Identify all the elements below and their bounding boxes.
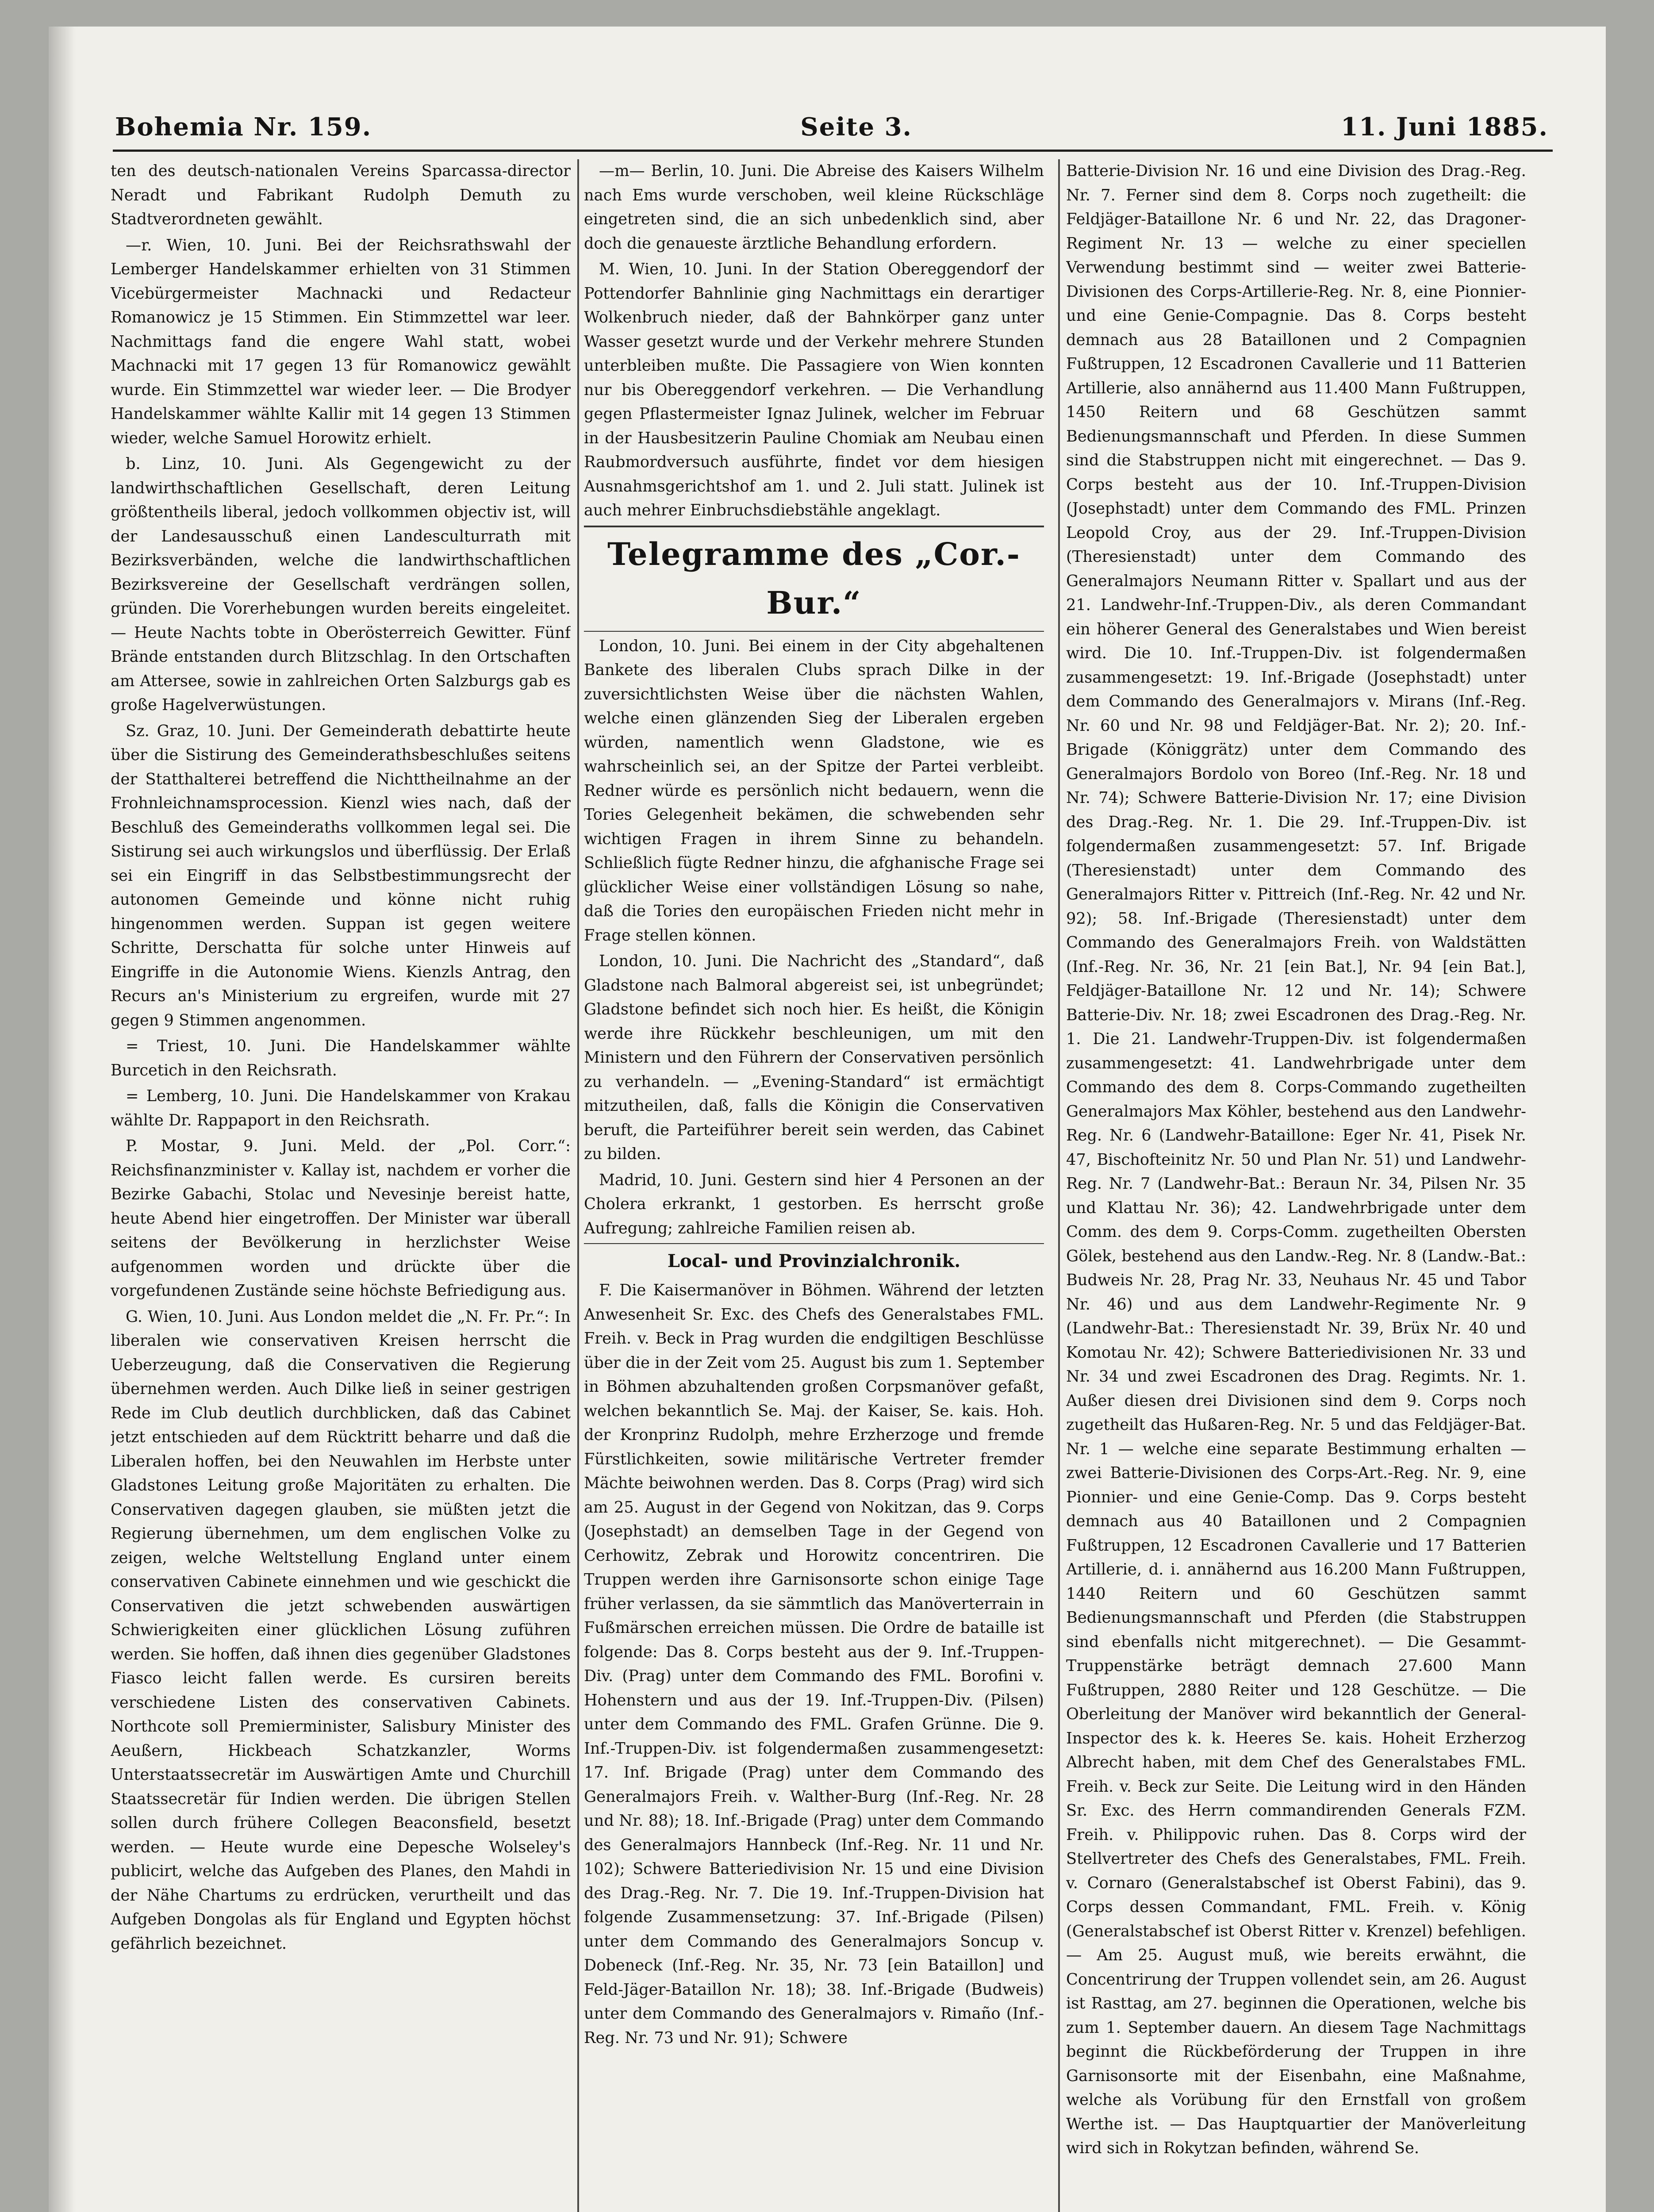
article-paragraph: ten des deutsch-nationalen Vereins Sparcassa-director Neradt und Fabrikant Rudolph Demuth zu Stadtverordneten gewählt.: [111, 162, 571, 228]
article-graz: Sz. Graz, 10. Juni. Der Gemeinderath debattirte heute über die Sistirung des Gemeinderathsbeschlußes seitens der Statthalterei betreffend die Nichttheilnahme an der Frohnleichnamsprocession. Kienzl wies nach, daß der Beschluß des Gemeinderaths vollkommen legal sei. Die Sistirung sei auch wirkungslos und überflüssig. Der Erlaß sei ein Eingriff in das Selbstbestimmungsrecht der autonomen Gemeinde und könne nicht ruhig hingenommen werden. Suppan ist gegen weitere Schritte, Derschatta für solche unter Hinweis auf Eingriffe in die Autonomie Wiens. Kienzls Antrag, den Recurs an's Ministerium zu ergreifen, wurde mit 27 gegen 9 Stimmen angenommen.: [111, 722, 571, 1029]
article-berlin: —m— Berlin, 10. Juni. Die Abreise des Kaisers Wilhelm nach Ems wurde verschoben, weil kleine Rückschläge eingetreten sind, die an sich unbedenklich sind, aber doch die genaueste ärztliche Behandlung erfordern.: [584, 162, 1044, 253]
telegram-london-1: London, 10. Juni. Bei einem in der City abgehaltenen Bankete des liberalen Clubs sprach Dilke in der zuversichtlichsten Weise über die nächsten Wahlen, welche einen glänzenden Sieg der Liberalen ergeben würden, namentlich wenn Gladstone, wie es wahrscheinlich sei, an der Spitze der Partei verbleibt. Redner würde es persönlich nicht bedauern, wenn die Tories Gelegenheit bekämen, die schwebenden sehr wichtigen Fragen in ihrem Sinne zu behandeln. Schließlich fügte Redner hinzu, die afghanische Frage sei glücklicher Weise einer vollständigen Lösung so nahe, daß die Tories den europäischen Frieden nicht mehr in Frage stellen können.: [584, 637, 1044, 945]
article-kaisermanoever-continued: Batterie-Division Nr. 16 und eine Division des Drag.-Reg. Nr. 7. Ferner sind dem 8. Corps noch zugetheilt: die Feldjäger-Bataillone Nr. 6 und Nr. 22, das Dragoner-Regiment Nr. 13 — welche zu einer speciellen Verwendung bestimmt sind — weiter zwei Batterie-Divisionen des Corps-Artillerie-Reg. Nr. 8, eine Pionnier- und eine Genie-Compagnie. Das 8. Corps besteht demnach aus 28 Bataillonen und 2 Compagnien Fußtruppen, 12 Escadronen Cavallerie und 11 Batterien Artillerie, also annähernd aus 11.400 Mann Fußtruppen, 1450 Reitern und 68 Geschützen sammt Bedienungsmannschaft und Pferden. In diese Summen sind die Stabstruppen nicht mit eingerechnet. — Das 9. Corps besteht aus der 10. Inf.-Truppen-Division (Josephstadt) unter dem Commando des FML. Prinzen Leopold Croy, aus der 29. Inf.-Truppen-Division (Theresienstadt) unter dem Commando des Generalmajors Neumann Ritter v. Spallart und aus der 21. Landwehr-Inf.-Truppen-Div., als deren Commandant ein höherer General des Generalstabes und Wien bereist wird. Die 10. Inf.-Truppen-Div. ist folgendermaßen zusammengesetzt: 19. Inf.-Brigade (Josephstadt) unter dem Commando des Generalmajors v. Mirans (Inf.-Reg. Nr. 60 und Nr. 98 und Feldjäger-Bat. Nr. 2); 20. Inf.-Brigade (Königgrätz) unter dem Commando des Generalmajors Bordolo von Boreo (Inf.-Reg. Nr. 18 und Nr. 74); Schwere Batterie-Division Nr. 17; eine Division des Drag.-Reg. Nr. 1. Die 29. Inf.-Truppen-Div. ist folgendermaßen zusammengesetzt: 57. Inf. Brigade (Theresienstadt) unter dem Commando des Generalmajors Ritter v. Pittreich (Inf.-Reg. Nr. 42 und Nr. 92); 58. Inf.-Brigade (Theresienstadt) unter dem Commando des Generalmajors Freih. von Waldstätten (Inf.-Reg. Nr. 36, Nr. 21 [ein Bat.], Nr. 94 [ein Bat.], Feldjäger-Bataillone Nr. 12 und Nr. 14); Schwere Batterie-Div. Nr. 18; zwei Escadronen des Drag.-Reg. Nr. 1. Die 21. Landwehr-Truppen-Div. ist folgendermaßen zusammengesetzt: 41. Landwehrbrigade unter dem Commando des dem 8. Corps-Commando zugetheilten Generalmajors Max Köhler, bestehend aus den Landwehr-Reg. Nr. 6 (Landwehr-Bataillone: Eger Nr. 41, Pisek Nr. 47, Bischofteinitz Nr. 50 und Plan Nr. 51) und Landwehr-Reg. Nr. 7 (Landwehr-Bat.: Beraun Nr. 34, Pilsen Nr. 35 und Klattau Nr. 36); 42. Landwehrbrigade unter dem Comm. des dem 9. Corps-Comm. zugetheilten Obersten Gölek, bestehend aus den Landw.-Reg. Nr. 8 (Landw.-Bat.: Budweis Nr. 28, Prag Nr. 33, Neuhaus Nr. 45 und Tabor Nr. 46) und aus dem Landwehr-Regimente Nr. 9 (Landwehr-Bat.: Theresienstadt Nr. 39, Brüx Nr. 40 und Komotau Nr. 42); Schwere Batteriedivisionen Nr. 33 und Nr. 34 und zwei Escadronen des Drag. Regimts. Nr. 1. Außer diesen drei Divisionen sind dem 9. Corps noch zugetheilt das Hußaren-Reg. Nr. 5 und das Feldjäger-Bat. Nr. 1 — welche eine separate Bestimmung erhalten — zwei Batterie-Divisionen des Corps-Art.-Reg. Nr. 9, eine Pionnier- und eine Genie-Comp. Das 9. Corps besteht demnach aus 40 Bataillonen und 2 Compagnien Fußtruppen, 12 Escadronen Cavallerie und 17 Batterien Artillerie, d. i. annähernd aus 16.200 Mann Fußtruppen, 1440 Reitern und 60 Geschützen sammt Bedienungsmannschaft und Pferden (die Stabstruppen sind ebenfalls nicht mitgerechnet). — Die Gesammt-Truppenstärke beträgt demnach 27.600 Mann Fußtruppen, 2880 Reiter und 128 Geschütze. — Die Oberleitung der Manöver wird bekanntlich der General-Inspector des k. k. Heeres Se. kais. Hoheit Erzherzog Albrecht haben, mit dem Chef des Generalstabes FML. Freih. v. Beck zur Seite. Die Leitung wird in den Händen Sr. Exc. des Herrn commandirenden Generals FZM. Freih. v. Philippovic ruhen. Das 8. Corps wird der Stellvertreter des Chefs des Generalstabes, FML. Freih. v. Cornaro (Generalstabschef ist Oberst Fabini), das 9. Corps dessen Commandant, FML. Freih. v. König (Generalstabschef ist Oberst Ritter v. Krenzel) befehligen. — Am 25. August muß, wie bereits erwähnt, die Concentrirung der Truppen vollendet sein, am 26. August ist Rasttag, am 27. beginnen die Operationen, welche bis zum 1. September dauern. An diesem Tage Nachmittags beginnt die Rückbeförderung der Truppen in ihre Garnisonsorte mit der Eisenbahn, eine Maßnahme, welche als Vorübung für den Ernstfall von großem Werthe ist. — Das Hauptquartier der Manöverleitung wird sich in Rokytzan befinden, während Se.: [1066, 162, 1526, 2157]
section-rule: [584, 1243, 1044, 1244]
page-edge-shadow: [49, 27, 75, 2212]
page-header: [115, 93, 1548, 142]
column-rule-1: [577, 159, 579, 2212]
article-triest: = Triest, 10. Juni. Die Handelskammer wählte Burcetich in den Reichsrath.: [111, 1037, 571, 1079]
article-linz: b. Linz, 10. Juni. Als Gegengewicht zu der landwirthschaftlichen Gesellschaft, deren Leitung größtentheils liberal, jedoch vollkommen objectiv ist, will der Landesausschuß einen Landesculturrath mit Bezirksverbänden, welche die landwirthschaftlichen Bezirksvereine der Gesellschaft verdrängen sollen, gründen. Die Vorerhebungen wurden bereits eingeleitet. — Heute Nachts tobte in Oberösterreich Gewitter. Fünf Brände entstanden durch Blitzschlag. In den Ortschaften am Attersee, sowie in zahlreichen Orten Salzburgs gab es große Hagelverwüstungen.: [111, 455, 571, 714]
header-issue: Bohemia Nr. 159.: [115, 112, 372, 142]
article-wien-wolkenbruch: M. Wien, 10. Juni. In der Station Obereggendorf der Pottendorfer Bahnlinie ging Nachmittags ein derartiger Wolkenbruch nieder, daß der Bahnkörper ganz unter Wasser gesetzt wurde und der Verkehr mehrere Stunden unterbleiben mußte. Die Passagiere von Wien konnten nur bis Obereggendorf verkehren. — Die Verhandlung gegen Pflastermeister Ignaz Julinek, welcher im Februar in der Hausbesitzerin Pauline Chomiak am Neubau einen Raubmordversuch ausführte, findet vor dem hiesigen Ausnahmsgerichtshof am 1. und 2. Juli statt. Julinek ist auch mehrer Einbruchsdiebstähle angeklagt.: [584, 260, 1044, 519]
section-rule: [584, 526, 1044, 527]
column-3: [1066, 159, 1526, 2212]
newspaper-page: [49, 27, 1606, 2212]
header-date: 11. Juni 1885.: [1341, 112, 1548, 142]
telegram-madrid: Madrid, 10. Juni. Gestern sind hier 4 Personen an der Cholera erkrankt, 1 gestorben. Es herrscht große Aufregung; zahlreiche Familien reisen ab.: [584, 1171, 1044, 1237]
column-rule-2: [1058, 159, 1060, 2212]
article-wien-london: G. Wien, 10. Juni. Aus London meldet die „N. Fr. Pr.“: In liberalen wie conservativen Kreisen herrscht die Ueberzeugung, daß die Conservativen die Regierung übernehmen werden. Auch Dilke ließ in seiner gestrigen Rede im Club deutlich durchblicken, daß das Cabinet jetzt entschieden auf dem Rücktritt beharre und daß die Liberalen hoffen, bei den Neuwahlen im Herbste unter Gladstones Leitung große Majoritäten zu erhalten. Die Conservativen dagegen glauben, sie müßten jetzt die Regierung übernehmen, um dem englischen Volke zu zeigen, welche Weltstellung England unter einem conservativen Cabinete einnehmen und wie geschickt die Conservativen die jetzt schwebenden auswärtigen Schwierigkeiten einer glücklichen Lösung zuführen werden. Sie hoffen, daß ihnen dies gegenüber Gladstones Fiasco leicht fallen werde. Es cursiren bereits verschiedene Listen des conservativen Cabinets. Northcote soll Premierminister, Salisbury Minister des Aeußern, Hickbeach Schatzkanzler, Worms Unterstaatssecretär im Auswärtigen Amte und Churchill Staatssecretär für Indien werden. Die übrigen Stellen sollen durch frühere Collegen Beaconsfield, besetzt werden. — Heute wurde eine Depesche Wolseley's publicirt, welche das Aufgeben des Planes, den Mahdi in der Nähe Chartums zu erdrücken, verurtheilt und das Aufgeben Dongolas als für England und Egypten höchst gefährlich bezeichnet.: [111, 1307, 571, 1953]
header-rule: [113, 150, 1553, 152]
header-page-number: Seite 3.: [800, 112, 913, 142]
column-2: [584, 159, 1044, 2212]
local-chronicle-title: Local- und Provinzialchronik.: [667, 1251, 961, 1271]
article-lemberg: = Lemberg, 10. Juni. Die Handelskammer von Krakau wählte Dr. Rappaport in den Reichsrath.: [111, 1087, 571, 1129]
telegram-london-2: London, 10. Juni. Die Nachricht des „Standard“, daß Gladstone nach Balmoral abgereist sei, ist unbegründet; Gladstone befindet sich noch hier. Es heißt, die Königin werde ihre Rückkehr beschleunigen, um mit den Ministern und den Führern der Conservativen persönlich zu verhandeln. — „Evening-Standard“ ist ermächtigt mitzutheilen, daß, falls die Königin die Conservativen beruft, die Parteiführer bereit sein werden, das Cabinet zu bilden.: [584, 952, 1044, 1163]
telegram-section-title: Telegramme des „Cor.-Bur.“: [607, 535, 1021, 621]
article-kaisermanoever: F. Die Kaisermanöver in Böhmen. Während der letzten Anwesenheit Sr. Exc. des Chefs des Generalstabes FML. Freih. v. Beck in Prag wurden die endgiltigen Beschlüsse über die in der Zeit vom 25. August bis zum 1. September in Böhmen abzuhaltenden großen Corpsmanöver gefaßt, welchen bekanntlich Se. Maj. der Kaiser, Se. kais. Hoh. der Kronprinz Rudolph, mehre Erzherzoge und fremde Fürstlichkeiten, sowie militärische Vertreter fremder Mächte beiwohnen werden. Das 8. Corps (Prag) wird sich am 25. August in der Gegend von Nokitzan, das 9. Corps (Josephstadt) an demselben Tage in der Gegend von Cerhowitz, Zebrak und Horowitz concentriren. Die Truppen werden ihre Garnisonsorte schon einige Tage früher verlassen, da sie sämmtlich das Manöverterrain in Fußmärschen erreichen müssen. Die Ordre de bataille ist folgende: Das 8. Corps besteht aus der 9. Inf.-Truppen-Div. (Prag) unter dem Commando des FML. Borofini v. Hohenstern und aus der 19. Inf.-Truppen-Div. (Pilsen) unter dem Commando des FML. Grafen Grünne. Die 9. Inf.-Truppen-Div. ist folgendermaßen zusammengesetzt: 17. Inf. Brigade (Prag) unter dem Commando des Generalmajors Freih. v. Walther-Burg (Inf.-Reg. Nr. 28 und Nr. 88); 18. Inf.-Brigade (Prag) unter dem Commando des Generalmajors Hannbeck (Inf.-Reg. Nr. 11 und Nr. 102); Schwere Batteriedivision Nr. 15 und eine Division des Drag.-Reg. Nr. 7. Die 19. Inf.-Truppen-Division hat folgende Zusammensetzung: 37. Inf.-Brigade (Pilsen) unter dem Commando des Generalmajors Soncup v. Dobeneck (Inf.-Reg. Nr. 35, Nr. 73 [ein Bataillon] und Feld-Jäger-Bataillon Nr. 18); 38. Inf.-Brigade (Budweis) unter dem Commando des Generalmajors v. Rimaño (Inf.-Reg. Nr. 73 und Nr. 91); Schwere: [584, 1281, 1044, 2047]
column-1: [111, 159, 571, 2212]
article-mostar: P. Mostar, 9. Juni. Meld. der „Pol. Corr.“: Reichsfinanzminister v. Kallay ist, nachdem er vorher die Bezirke Gabachi, Stolac und Nevesinje bereist hatte, heute Abend hier eingetroffen. Der Minister war überall seitens der Bevölkerung in herzlichster Weise aufgenommen worden und drückte über die vorgefundenen Zustände seine höchste Befriedigung aus.: [111, 1137, 571, 1300]
section-rule: [584, 631, 1044, 632]
article-wien-lemberg: —r. Wien, 10. Juni. Bei der Reichsrathswahl der Lemberger Handelskammer erhielten von 31 Stimmen Vicebürgermeister Machnacki und Redacteur Romanowicz je 15 Stimmen. Ein Stimmzettel war leer. Nachmittags fand die engere Wahl statt, wobei Machnacki mit 17 gegen 13 für Romanowicz gewählt wurde. Ein Stimmzettel war wieder leer. — Die Brodyer Handelskammer wählte Kallir mit 14 gegen 13 Stimmen wieder, welche Samuel Horowitz erhielt.: [111, 236, 571, 447]
